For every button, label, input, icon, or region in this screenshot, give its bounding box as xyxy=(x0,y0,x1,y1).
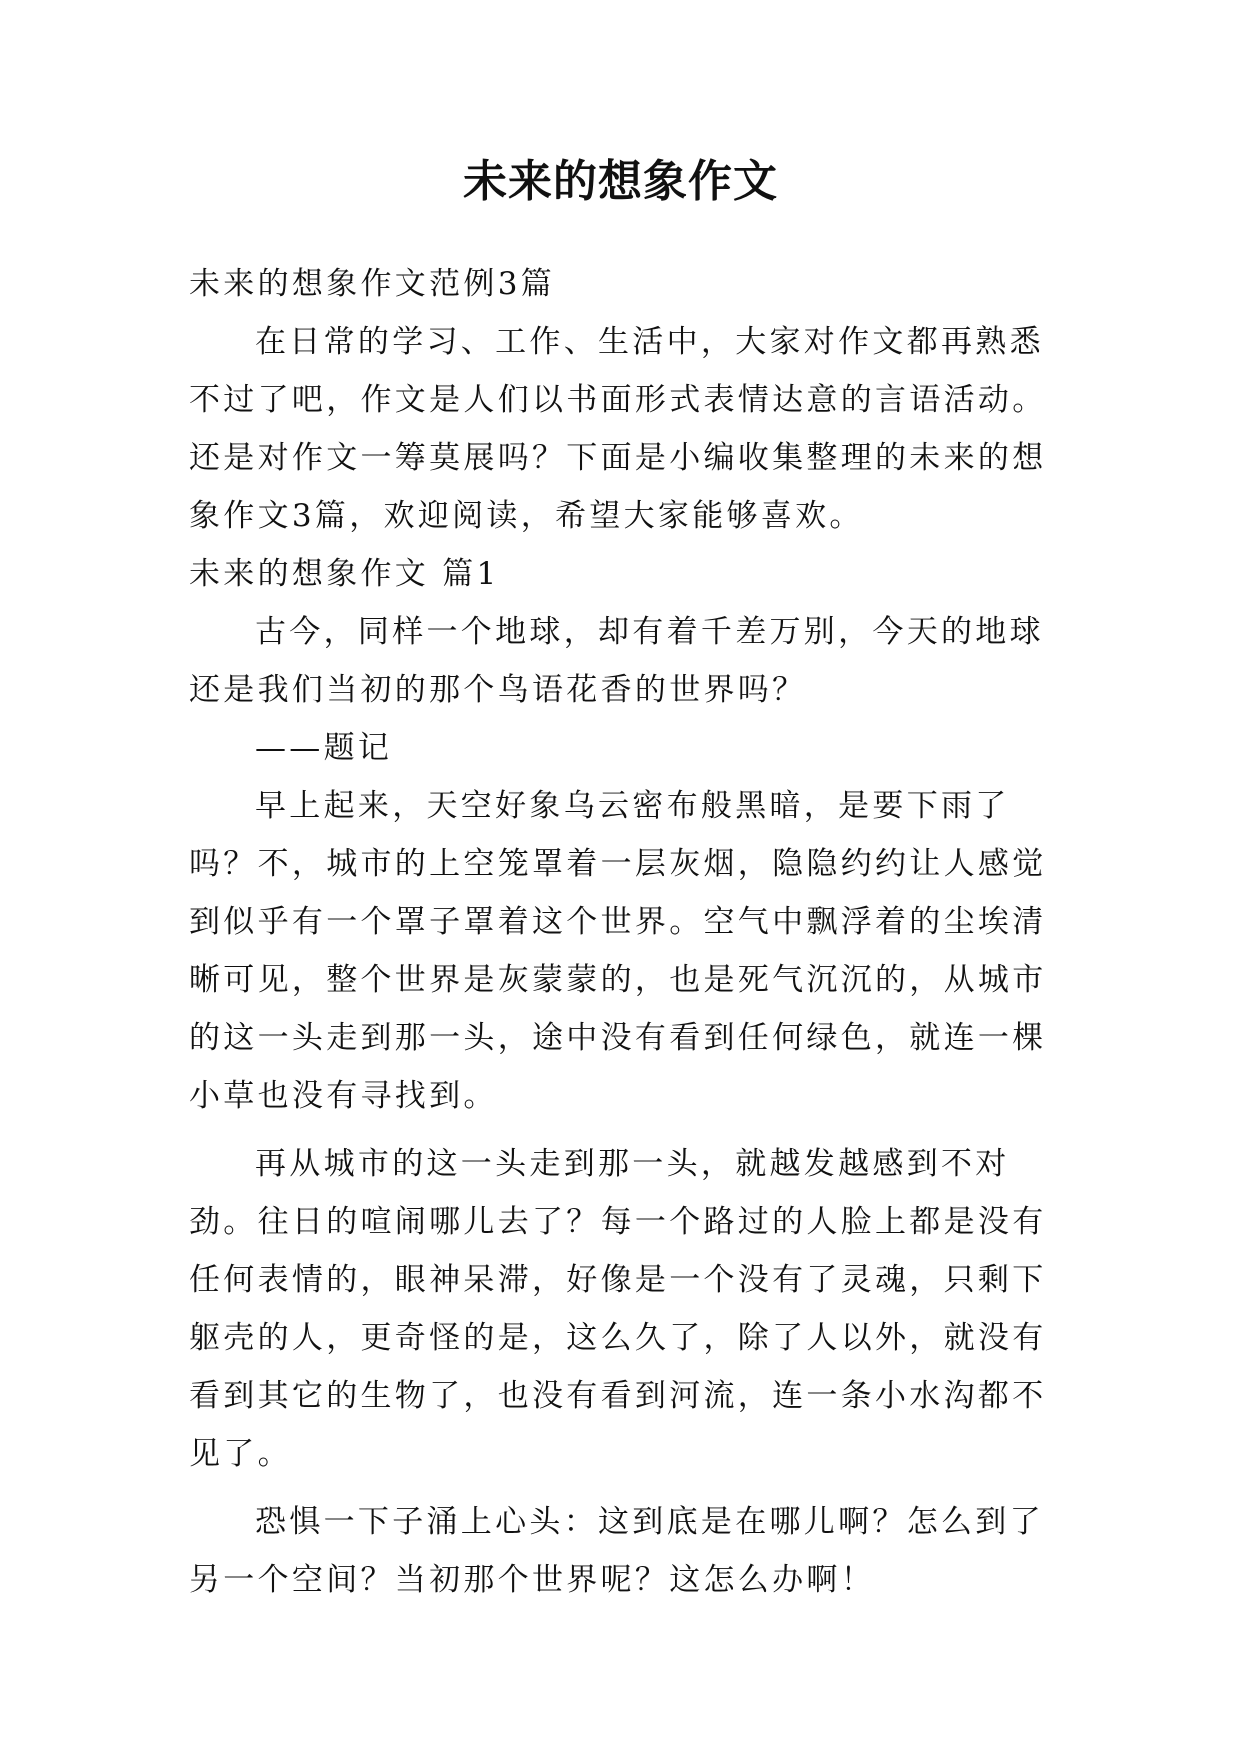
body-paragraph: 恐惧一下子涌上心头：这到底是在哪儿啊？怎么到了另一个空间？当初那个世界呢？这怎么办啊！ xyxy=(189,1504,1044,1598)
section-heading: 未来的想象作文 篇1 xyxy=(189,556,500,592)
body-paragraph: 早上起来，天空好象乌云密布般黑暗，是要下雨了吗？不，城市的上空笼罩着一层灰烟，隐隐约约让人感觉到似乎有一个罩子罩着这个世界。空气中飘浮着的尘埃清晰可见，整个世界是灰蒙蒙的，也是死气沉沉的，从城市的这一头走到那一头，途中没有看到任何绿色，就连一棵小草也没有寻找到。 xyxy=(189,788,1047,1114)
document-subtitle: 未来的想象作文范例3篇 xyxy=(189,266,556,302)
intro-paragraph: 在日常的学习、工作、生活中，大家对作文都再熟悉不过了吧，作文是人们以书面形式表情达意的言语活动。还是对作文一筹莫展吗？下面是小编收集整理的未来的想象作文3篇，欢迎阅读，希望大家能够喜欢。 xyxy=(189,324,1047,534)
epigraph-attribution: ——题记 xyxy=(255,730,393,766)
body-paragraph: 古今，同样一个地球，却有着千差万别，今天的地球还是我们当初的那个鸟语花香的世界吗？ xyxy=(189,614,1044,708)
document-body xyxy=(189,255,1054,1609)
body-paragraph: 再从城市的这一头走到那一头，就越发越感到不对劲。往日的喧闹哪儿去了？每一个路过的人脸上都是没有任何表情的，眼神呆滞，好像是一个没有了灵魂，只剩下躯壳的人，更奇怪的是，这么久了，除了人以外，就没有看到其它的生物了，也没有看到河流，连一条小水沟都不见了。 xyxy=(189,1146,1047,1472)
document-title: 未来的想象作文 xyxy=(463,156,778,207)
